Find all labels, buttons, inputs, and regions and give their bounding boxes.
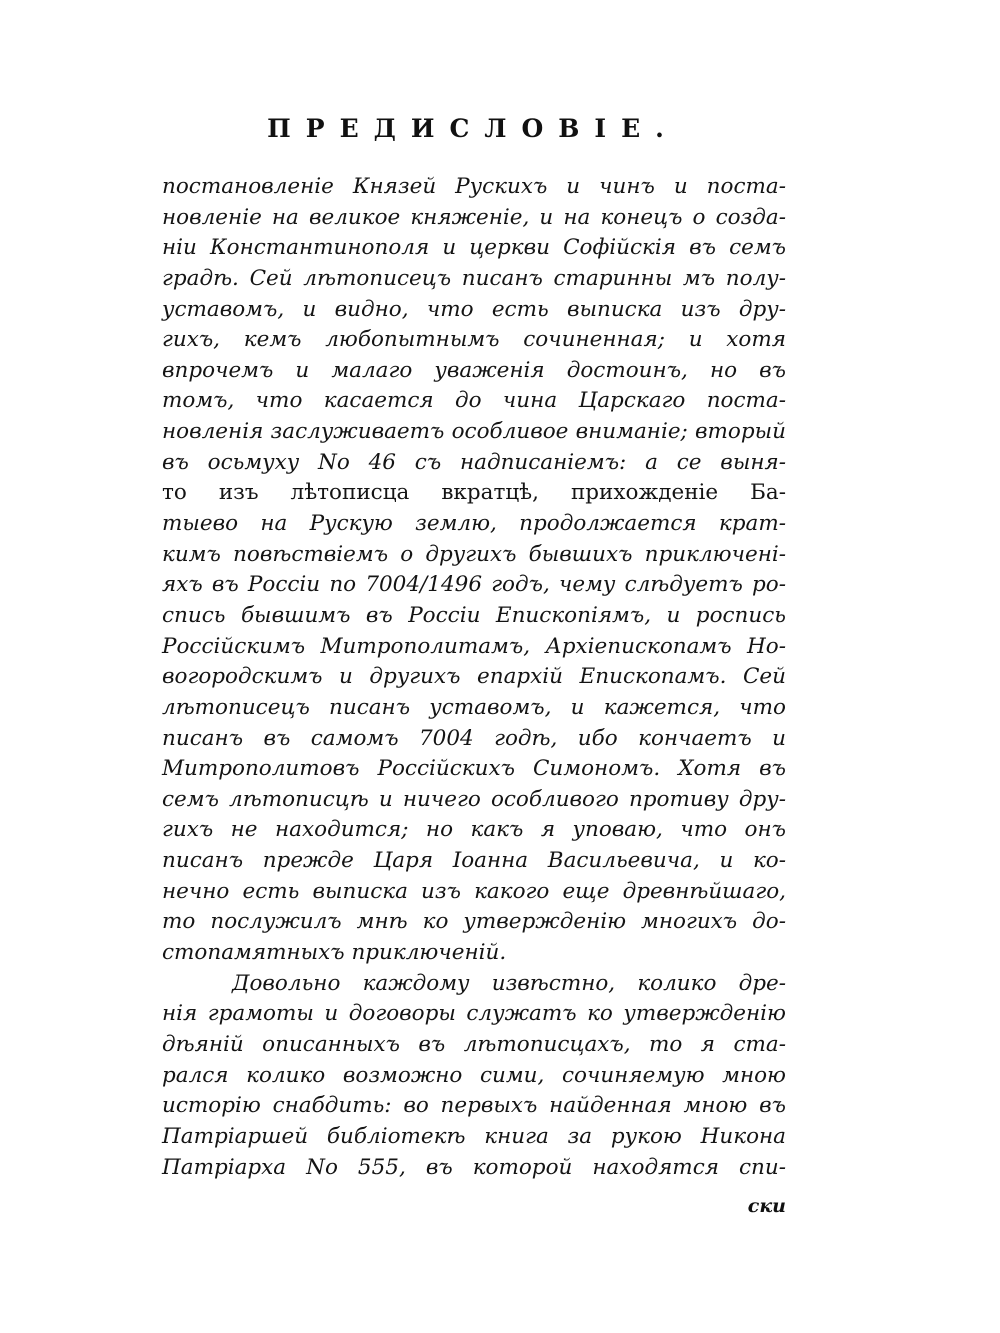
text-line: ніи Константинополя и церкви Софійскія въ семъ xyxy=(162,235,786,261)
text-line: впрочемъ и малаго уваженія достоинъ, но въ xyxy=(162,357,786,383)
paragraph-start-line: Довольно каждому извѣстно, колико дре- xyxy=(232,970,786,996)
text-line: новленія заслуживаетъ особливое вниманіе; вторый xyxy=(162,419,786,445)
text-line: новленіе на великое княженіе, и на конецъ о созда- xyxy=(162,204,786,230)
text-line: Россійскимъ Митрополитамъ, Архіепископамъ Но- xyxy=(162,633,786,659)
text-line: семъ лѣтописцѣ и ничего особливого противу дру- xyxy=(162,786,786,812)
text-line: томъ, что касается до чина Царскаго поста- xyxy=(162,388,786,414)
text-line: въ осьмуху No 46 съ надписаніемъ: а се выня- xyxy=(162,449,786,475)
text-line: гихъ не находится; но какъ я уповаю, что онъ xyxy=(162,817,786,843)
text-line: кимъ повѣствіемъ о другихъ бывшихъ приключені- xyxy=(162,541,786,567)
text-line: яхъ въ Россіи по 7004/1496 годъ, чему слѣдуетъ ро- xyxy=(162,572,786,598)
text-line: писанъ въ самомъ 7004 годѣ, ибо кончаетъ и xyxy=(162,725,786,751)
text-line: лѣтописецъ писанъ уставомъ, и кажется, что xyxy=(162,694,786,720)
text-line: Патріаршей библіотекѣ книга за рукою Никона xyxy=(162,1123,786,1149)
text-line: гихъ, кемъ любопытнымъ сочиненная; и хотя xyxy=(162,327,786,353)
text-line: вогородскимъ и другихъ епархій Епископамъ. Сей xyxy=(162,664,786,690)
paragraph-end-line: стопамятныхъ приключеній. xyxy=(162,940,507,966)
text-line: нія грамоты и договоры служатъ ко утвержденію xyxy=(162,1001,786,1027)
text-line: спись бывшимъ въ Россіи Епископіямъ, и роспись xyxy=(162,602,786,628)
text-line: то послужилъ мнѣ ко утвержденію многихъ до- xyxy=(162,909,786,935)
text-line: рался колико возможно сими, сочиняемую мною xyxy=(162,1062,786,1088)
text-line: нечно есть выписка изъ какого еще древнѣйшаго, xyxy=(162,878,786,904)
text-line: дѣяній описанныхъ въ лѣтописцахъ, то я ста- xyxy=(162,1031,786,1057)
text-line: Патріарха No 555, въ которой находятся спи- xyxy=(162,1154,786,1180)
text-line: писанъ прежде Царя Іоанна Васильевича, и ко- xyxy=(162,848,786,874)
running-title: ПРЕДИСЛОВІЕ. xyxy=(267,114,679,143)
text-line: постановленіе Князей Рускихъ и чинъ и поста- xyxy=(162,174,786,199)
text-line: исторію снабдить: во первыхъ найденная мною въ xyxy=(162,1093,786,1119)
text-line: уставомъ, и видно, что есть выписка изъ дру- xyxy=(162,296,786,322)
text-line: тыево на Рускую землю, продолжается крат- xyxy=(162,511,786,537)
catchword: ски xyxy=(747,1195,786,1217)
text-line: Митрополитовъ Россійскихъ Симономъ. Хотя въ xyxy=(162,756,786,782)
body-text xyxy=(162,172,786,1183)
text-line: градѣ. Сей лѣтописецъ писанъ старинны мъ полу- xyxy=(162,265,786,291)
text-line: то изъ лѣтописца вкратцѣ, прихожденіе Ба- xyxy=(162,480,786,506)
